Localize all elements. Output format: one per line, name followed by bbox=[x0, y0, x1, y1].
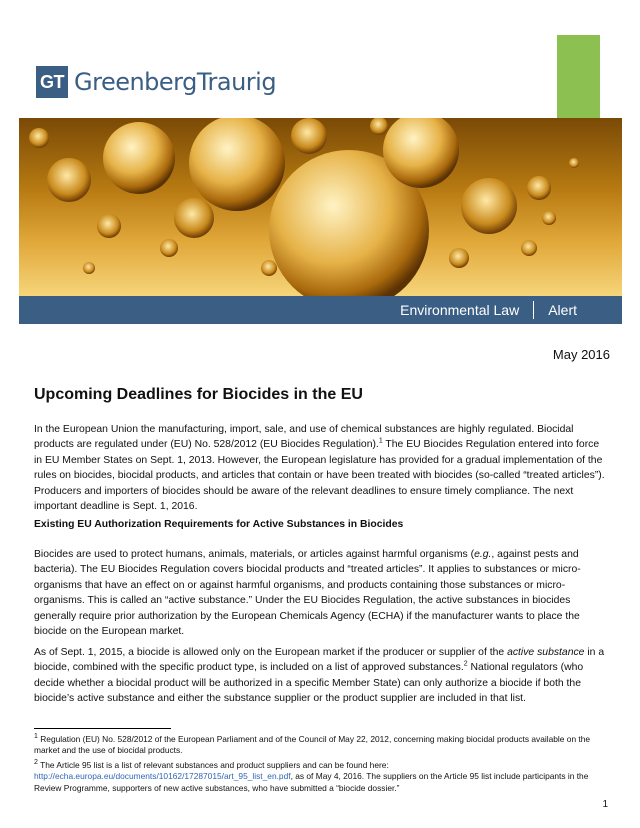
publication-type: Alert bbox=[548, 302, 577, 318]
paragraph-intro: In the European Union the manufacturing, import, sale, and use of chemical substances are highly regulated. Biocidal products are regulated under (EU) No. 528/2012 (EU Biocides Regulation).$^1$ The EU Biocides Regulation entered into force in EU Member States on Sept. 1, 2013. However, the European legislature has provided for a gradual implementation of the rules on biocides, biocidal products, and articles that contain or have been treated with biocides (so-called “treated articles”). Producers and importers of biocides should be aware of the relevant deadlines to ensure timely compliance. The next important deadline is Sept. 1, 2016. bbox=[34, 424, 605, 513]
footnote-1: $^1$ Regulation (EU) No. 528/2012 of the European Parliament and of the Council of May 22, 2012, concerning making biocidal products available on the market and the use of biocidal products. bbox=[34, 733, 591, 756]
paragraph-approval: As of Sept. 1, 2015, a biocide is allowed only on the European market if the producer or supplier of the active substance in a biocide, combined with the specific product type, is included on a list of approved substances.$^2$ National regulators (who decide whether a biocidal product will be authorized in a specific Member State) can only authorize a biocide if both the biocide’s active substance and either the substance supplier or the product supplier are included in that list. bbox=[34, 647, 605, 705]
section-heading: Existing EU Authorization Requirements for Active Substances in Biocides bbox=[34, 519, 404, 530]
practice-header-strip bbox=[19, 296, 622, 324]
bubbles-banner-image bbox=[19, 118, 622, 296]
logo-mark: GT bbox=[36, 66, 68, 98]
logo-name: GreenbergTraurig bbox=[74, 68, 277, 96]
footnote-ref-1[interactable]: 1 bbox=[378, 437, 383, 445]
page-number: 1 bbox=[602, 799, 608, 810]
publication-date: May 2016 bbox=[552, 347, 610, 362]
paragraph-biocides: Biocides are used to protect humans, animals, materials, or articles against harmful organisms (e.g., against pests and bacteria). The EU Biocides Regulation covers biocidal products and “treated articles”. It applies to substances or micro-organisms that have an effect on or against harmful organisms, and products containing those substances or micro-organisms. This is called an “active substance.” Under the EU Biocides Regulation, the active substances in biocides generally require prior authorization by the European Chemicals Agency (ECHA) if the manufacturer wants to place the biocide on the European market. bbox=[34, 549, 581, 638]
practice-area: Environmental Law bbox=[400, 302, 520, 318]
footnote-ref-2[interactable]: 2 bbox=[463, 660, 468, 668]
article-title: Upcoming Deadlines for Biocides in the EU bbox=[34, 386, 363, 403]
footnote-2: $^2$ The Article 95 list is a list of relevant substances and product suppliers and can be found here: http://echa.europa.eu/documents/10162/17287015/art_95_list_en.pdf, as of May 4, 2016. The suppliers on the Article 95 list include participants in the Review Programme, supporters of new active substances, who have submitted a “biocide dossier.” bbox=[34, 759, 589, 793]
footnote-divider bbox=[34, 728, 171, 729]
greenberg-traurig-logo bbox=[36, 66, 276, 98]
header-divider bbox=[533, 301, 534, 319]
article-95-list-link[interactable]: http://echa.europa.eu/documents/10162/17287015/art_95_list_en.pdf bbox=[34, 771, 291, 782]
